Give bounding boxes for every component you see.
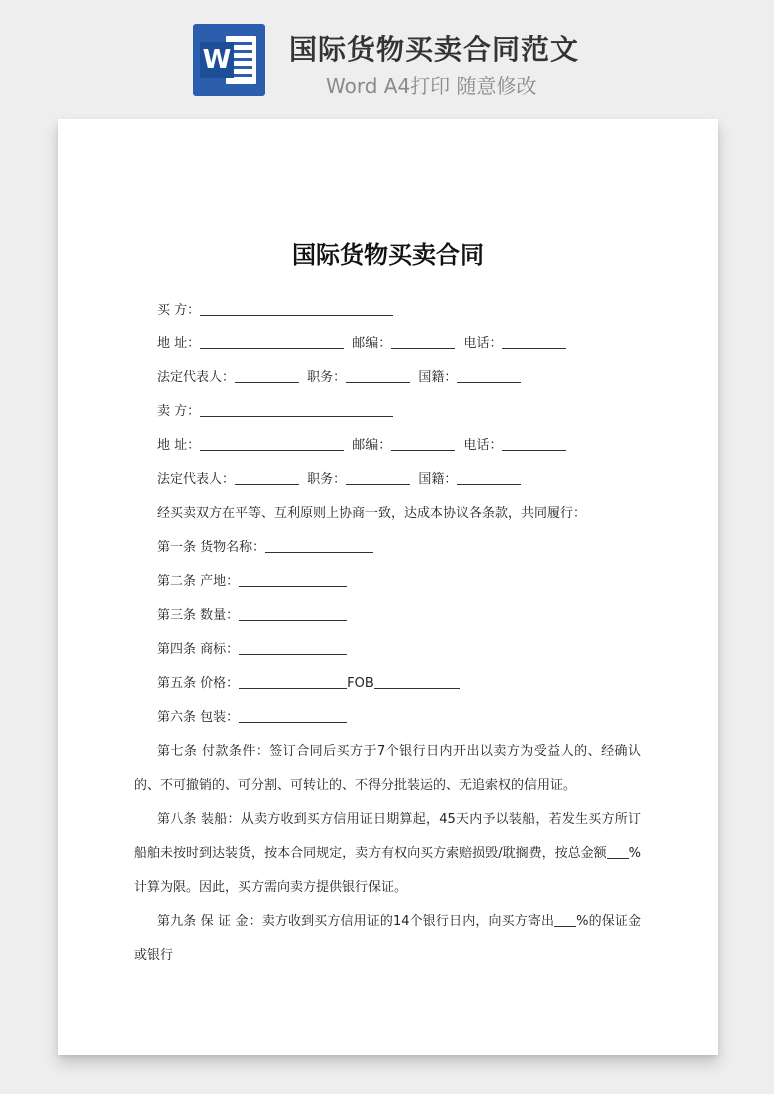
article-1-blank	[265, 538, 373, 553]
buyer-rep-label: 法定代表人：	[157, 370, 236, 385]
article-4	[157, 640, 347, 660]
intro-text: 经买卖双方在平等、互利原则上协商一致，达成本协议各条款，共同履行：	[157, 506, 587, 521]
article-1	[157, 538, 373, 558]
buyer-nationality-label: 国籍：	[418, 370, 458, 385]
seller-phone-blank	[502, 436, 566, 451]
article-8	[134, 803, 641, 905]
header-subtitle: Word A4打印 随意修改	[326, 74, 537, 98]
seller-postcode-blank	[391, 436, 455, 451]
buyer-nationality-blank	[457, 368, 521, 383]
article-7: 第七条 付款条件：签订合同后买方于7个银行日内开出以卖方为受益人的、经确认的、不可撤销的、可分割、可转让的、不得分批装运的、无追索权的信用证。	[134, 744, 641, 793]
seller-position-label: 职务：	[307, 472, 347, 487]
header-title: 国际货物买卖合同范文	[289, 33, 580, 66]
article-5-price-blank	[239, 674, 347, 689]
seller-rep-blank	[235, 470, 299, 485]
article-6	[157, 708, 347, 728]
buyer-address-blank	[200, 334, 344, 349]
article-9-blank	[554, 912, 576, 927]
buyer-position-label: 职务：	[307, 370, 347, 385]
article-3-label: 第三条 数量：	[157, 608, 240, 623]
buyer-rep-blank	[235, 368, 299, 383]
seller-address-label: 地 址：	[157, 438, 201, 453]
seller-address-blank	[200, 436, 344, 451]
buyer-phone-blank	[502, 334, 566, 349]
document-page	[58, 119, 718, 1055]
article-8-blank	[607, 844, 629, 859]
header	[0, 0, 774, 110]
buyer-address-row	[157, 334, 566, 354]
article-4-blank	[239, 640, 347, 655]
seller-blank	[200, 402, 393, 417]
seller-row	[157, 402, 393, 422]
buyer-postcode-blank	[391, 334, 455, 349]
article-9	[134, 905, 641, 973]
article-2	[157, 572, 347, 592]
article-4-label: 第四条 商标：	[157, 642, 240, 657]
article-2-blank	[239, 572, 347, 587]
article-8-text-1: 第八条 装船：从卖方收到买方信用证日期算起，45天内予以装船，若发生买方所订船舶未按时到达装货，按本合同规定，卖方有权向买方索赔损毁/耽搁费，按总金额	[134, 812, 641, 861]
document-title: 国际货物买卖合同	[292, 241, 484, 269]
buyer-position-blank	[346, 368, 410, 383]
buyer-label: 买 方：	[157, 303, 201, 318]
seller-position-blank	[346, 470, 410, 485]
seller-nationality-blank	[457, 470, 521, 485]
buyer-phone-label: 电话：	[463, 336, 503, 351]
article-6-blank	[239, 708, 347, 723]
seller-phone-label: 电话：	[463, 438, 503, 453]
buyer-address-label: 地 址：	[157, 336, 201, 351]
seller-rep-row	[157, 470, 521, 490]
word-icon-letter: W	[200, 42, 234, 78]
article-3	[157, 606, 347, 626]
seller-rep-label: 法定代表人：	[157, 472, 236, 487]
buyer-postcode-label: 邮编：	[352, 336, 392, 351]
seller-nationality-label: 国籍：	[418, 472, 458, 487]
seller-label: 卖 方：	[157, 404, 201, 419]
buyer-blank	[200, 301, 393, 316]
seller-address-row	[157, 436, 566, 456]
article-5-label: 第五条 价格：	[157, 676, 240, 691]
article-8-text-2: %计算为限。因此，买方需向卖方提供银行保证。	[134, 846, 641, 895]
article-9-text-1: 第九条 保 证 金：卖方收到买方信用证的14个银行日内，向买方寄出	[157, 914, 555, 929]
article-6-label: 第六条 包装：	[157, 710, 240, 725]
article-5-fob-blank	[374, 674, 460, 689]
article-3-blank	[239, 606, 347, 621]
buyer-row	[157, 301, 393, 321]
article-9-text-2: %的保证金或银行	[134, 914, 641, 963]
article-2-label: 第二条 产地：	[157, 574, 240, 589]
seller-postcode-label: 邮编：	[352, 438, 392, 453]
article-5	[157, 674, 460, 694]
article-5-fob: FOB	[347, 676, 374, 691]
buyer-rep-row	[157, 368, 521, 388]
article-1-label: 第一条 货物名称：	[157, 540, 266, 555]
word-icon	[193, 24, 265, 96]
